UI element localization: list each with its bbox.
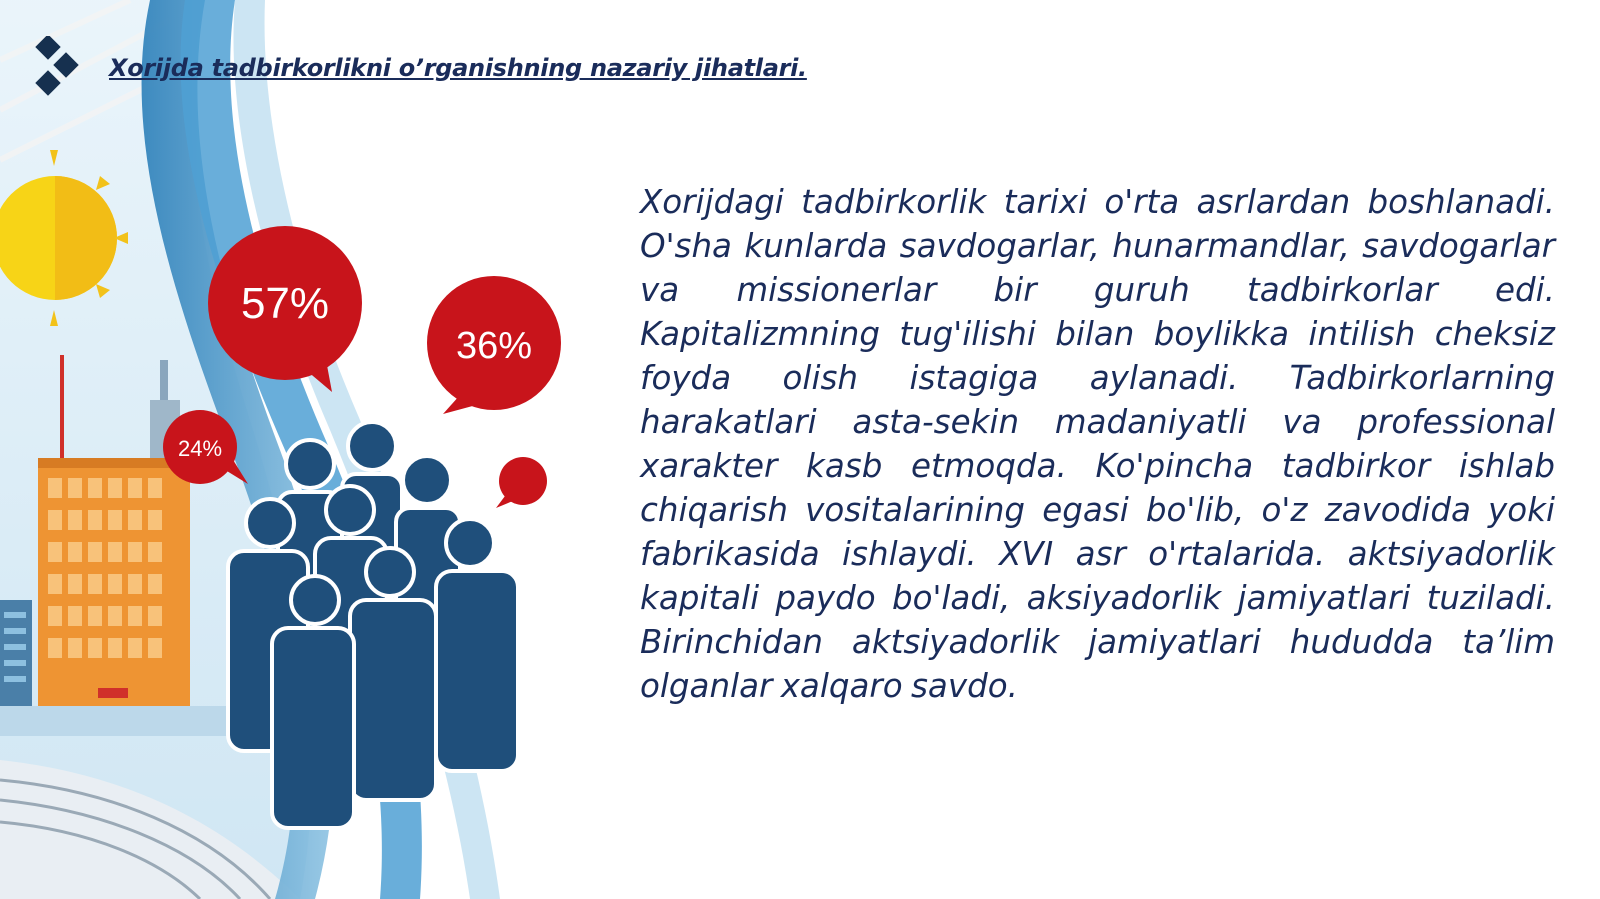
- illustration: [0, 0, 600, 899]
- diamond-cluster-icon: [33, 36, 83, 102]
- bubble-36-label: 36%: [455, 325, 533, 367]
- bubble-36: [427, 276, 561, 414]
- bubble-empty: [496, 457, 547, 508]
- bubble-24-label: 24%: [177, 436, 223, 461]
- slide-body-text: Xorijdagi tadbirkorlik tarixi o'rta asrlardan boshlanadi. O'sha kunlarda savdogarlar, hunarmandlar, savdogarlar va missionerlar bir guruh tadbirkorlar edi. Kapitalizmning tug'ilishi bilan boylikka intilish cheksiz foyda olish istagiga aylanadi. Tadbirkorlarning harakatlari asta-sekin madaniyatli va professional xarakter kasb etmoqda. Ko'pincha tadbirkor ishlab chiqarish vositalarining egasi bo'lib, o'z zavodida yoki fabrikasida ishlaydi. XVI asr o'rtalarida. aktsiyadorlik kapitali paydo bo'ladi, aksiyadorlik jamiyatlari tuziladi. Birinchidan aktsiyadorlik jamiyatlari hududda ta’lim olganlar xalqaro savdo.: [640, 183, 1555, 705]
- slide-title: Xorijda tadbirkorlikni o’rganishning nazariy jihatlari.: [109, 54, 807, 82]
- orange-building: [38, 458, 190, 706]
- bubble-57-label: 57%: [240, 279, 330, 328]
